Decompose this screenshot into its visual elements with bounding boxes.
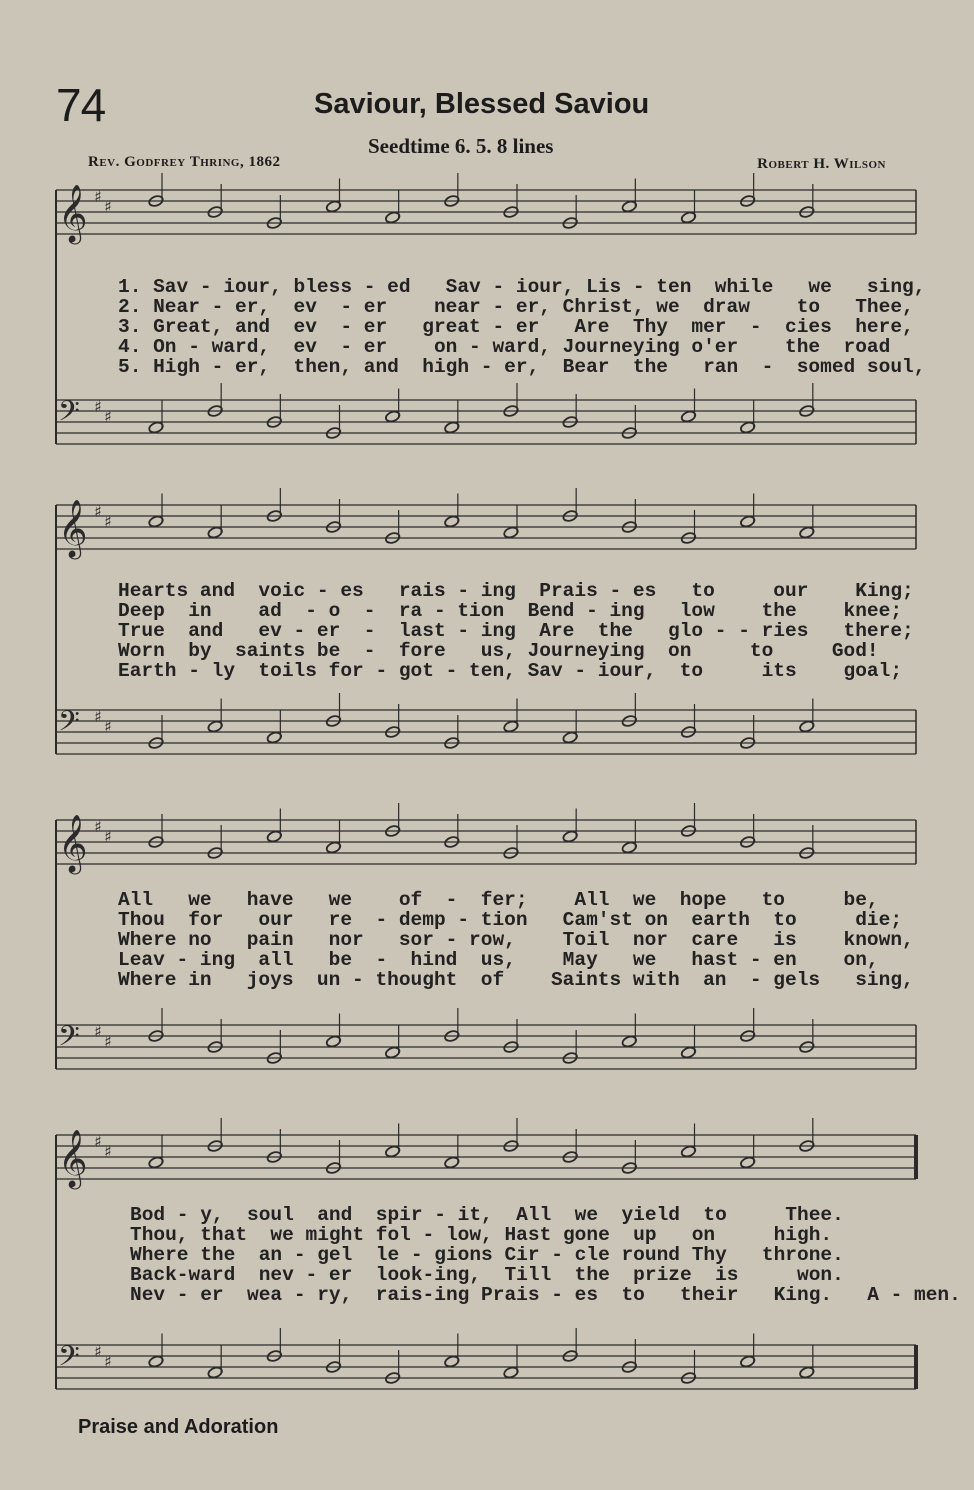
treble-clef-icon: 𝄞 bbox=[58, 499, 88, 557]
lyric-line: True and ev - er - last - ing Are the glo - - ries there; bbox=[118, 620, 914, 642]
lyric-line: Earth - ly toils for - got - ten, Sav - iour, to its goal; bbox=[118, 660, 903, 682]
lyric-line: Worn by saints be - fore us, Journeying on to God! bbox=[118, 640, 879, 662]
sharp-icon: ♯ bbox=[94, 187, 102, 206]
sharp-icon: ♯ bbox=[94, 1342, 102, 1361]
lyric-line: All we have we of - fer; All we hope to be, bbox=[118, 889, 879, 911]
bass-clef-icon: 𝄢 bbox=[58, 705, 80, 745]
sharp-icon: ♯ bbox=[94, 502, 102, 521]
lyric-line: Thou, that we might fol - low, Hast gone up on high. bbox=[130, 1224, 833, 1246]
sharp-icon: ♯ bbox=[94, 1022, 102, 1041]
sharp-icon: ♯ bbox=[94, 1132, 102, 1151]
treble-clef-icon: 𝄞 bbox=[58, 1129, 88, 1187]
lyric-line: Deep in ad - o - ra - tion Bend - ing low the knee; bbox=[118, 600, 903, 622]
lyric-line: Nev - er wea - ry, rais-ing Prais - es to their King. A - men. bbox=[130, 1284, 961, 1306]
lyric-line: 3. Great, and ev - er great - er Are Thy mer - cies here, bbox=[118, 316, 914, 338]
lyric-line: Bod - y, soul and spir - it, All we yield to Thee. bbox=[130, 1204, 844, 1226]
sharp-icon: ♯ bbox=[104, 1352, 112, 1371]
lyric-line: Where in joys un - thought of Saints with an - gels sing, bbox=[118, 969, 914, 991]
lyric-line: Thou for our re - demp - tion Cam'st on earth to die; bbox=[118, 909, 903, 931]
lyric-line: Leav - ing all be - hind us, May we hast - en on, bbox=[118, 949, 879, 971]
lyric-line: 4. On - ward, ev - er on - ward, Journeying o'er the road bbox=[118, 336, 891, 358]
hymn-number: 74 bbox=[56, 79, 106, 131]
lyric-line: Hearts and voic - es rais - ing Prais - es to our King; bbox=[118, 580, 914, 602]
bass-clef-icon: 𝄢 bbox=[58, 1340, 80, 1380]
lyric-line: Where the an - gel le - gions Cir - cle round Thy throne. bbox=[130, 1244, 844, 1266]
bass-clef-icon: 𝄢 bbox=[58, 395, 80, 435]
sharp-icon: ♯ bbox=[104, 197, 112, 216]
sharp-icon: ♯ bbox=[104, 1032, 112, 1051]
lyric-line: Back-ward nev - er look-ing, Till the prize is won. bbox=[130, 1264, 844, 1286]
sharp-icon: ♯ bbox=[94, 817, 102, 836]
sharp-icon: ♯ bbox=[104, 1142, 112, 1161]
composer-credit: Robert H. Wilson bbox=[757, 156, 886, 172]
tune-name: Seedtime 6. 5. 8 lines bbox=[368, 134, 554, 158]
lyric-line: Where no pain nor sor - row, Toil nor care is known, bbox=[118, 929, 914, 951]
sharp-icon: ♯ bbox=[104, 512, 112, 531]
treble-clef-icon: 𝄞 bbox=[58, 814, 88, 872]
sharp-icon: ♯ bbox=[104, 717, 112, 736]
bass-clef-icon: 𝄢 bbox=[58, 1020, 80, 1060]
sharp-icon: ♯ bbox=[94, 397, 102, 416]
sharp-icon: ♯ bbox=[104, 407, 112, 426]
hymn-title: Saviour, Blessed Saviou bbox=[314, 88, 650, 120]
lyric-line: 2. Near - er, ev - er near - er, Christ, we draw to Thee, bbox=[118, 296, 914, 318]
section-footer: Praise and Adoration bbox=[78, 1416, 279, 1438]
sharp-icon: ♯ bbox=[104, 827, 112, 846]
author-credit: Rev. Godfrey Thring, 1862 bbox=[88, 154, 281, 170]
lyric-line: 1. Sav - iour, bless - ed Sav - iour, Lis - ten while we sing, bbox=[118, 276, 926, 298]
lyric-line: 5. High - er, then, and high - er, Bear the ran - somed soul, bbox=[118, 356, 926, 378]
treble-clef-icon: 𝄞 bbox=[58, 184, 88, 242]
sharp-icon: ♯ bbox=[94, 707, 102, 726]
